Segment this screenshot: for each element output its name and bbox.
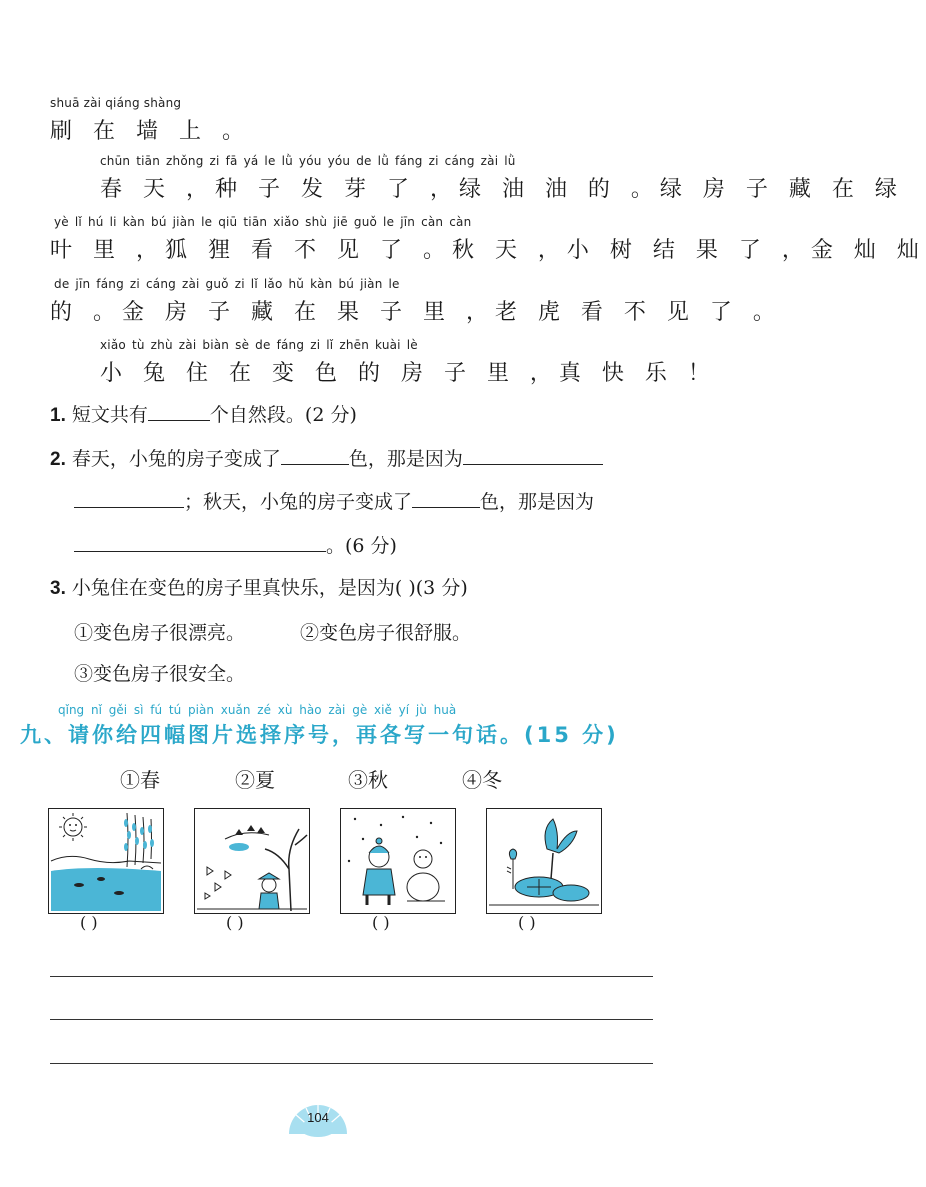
answer-paren-4[interactable]: ( ) [518, 913, 536, 932]
pinyin-line: de jīn fáng zi cáng zài guǒ zi lǐ lǎo hǔ kàn bú jiàn le [54, 277, 400, 291]
autumn-scene-image [194, 808, 310, 914]
winter-scene-image [340, 808, 456, 914]
question-text: 色，那是因为 [480, 491, 595, 513]
question-3 [50, 573, 468, 600]
answer-blank[interactable] [74, 489, 184, 508]
answer-paren-1[interactable]: ( ) [80, 913, 98, 932]
pinyin-line: xiǎo tù zhù zài biàn sè de fáng zi lǐ zhēn kuài lè [100, 338, 418, 352]
answer-paren-2[interactable]: ( ) [226, 913, 244, 932]
writing-line[interactable] [50, 1063, 653, 1064]
answer-blank[interactable] [463, 446, 603, 465]
question-text: 色，那是因为 [348, 448, 463, 470]
pinyin-line: yè lǐ hú li kàn bú jiàn le qiū tiān xiǎo shù jiē guǒ le jīn càn càn [54, 215, 472, 229]
question-text: 春天，小兔的房子变成了 [71, 448, 281, 470]
answer-blank[interactable] [148, 402, 210, 421]
question-2 [50, 444, 603, 471]
section-title: 九、请你给四幅图片选择序号，再各写一句话。(15 分) [20, 723, 619, 747]
answer-blank[interactable] [412, 489, 480, 508]
page-number: 104 [307, 1110, 329, 1125]
question-number: 1. [50, 405, 66, 426]
spring-scene-image [48, 808, 164, 914]
question-2-cont [74, 487, 594, 514]
question-number: 3. [50, 578, 66, 599]
question-text: 短文共有 [71, 404, 148, 426]
season-label-winter: ④冬 [462, 768, 502, 792]
pinyin-line: shuā zài qiáng shàng [50, 96, 182, 110]
question-2-end [74, 531, 397, 558]
answer-paren-3[interactable]: ( ) [372, 913, 390, 932]
section-pinyin: qǐng nǐ gěi sì fú tú piàn xuǎn zé xù hào zài gè xiě yí jù huà [58, 703, 457, 717]
question-1 [50, 400, 357, 427]
season-label-spring: ①春 [120, 768, 160, 792]
season-label-autumn: ③秋 [348, 768, 388, 792]
question-text: ；秋天，小兔的房子变成了 [184, 491, 413, 513]
season-label-summer: ②夏 [235, 768, 275, 792]
answer-blank[interactable] [74, 533, 326, 552]
passage-line: 刷 在 墙 上 。 [50, 119, 251, 144]
passage-line: 叶 里 ，狐 狸 看 不 见 了 。秋 天 ，小 树 结 果 了 ，金 灿 灿 [50, 238, 926, 263]
question-text: 小兔住在变色的房子里真快乐，是因为( )(3 分) [71, 577, 468, 599]
question-text: 。(6 分) [326, 535, 397, 557]
option-3[interactable]: ③变色房子很安全。 [74, 663, 246, 685]
passage-line: 小 兔 住 在 变 色 的 房 子 里 ，真 快 乐 ！ [100, 361, 717, 386]
summer-scene-image [486, 808, 602, 914]
answer-blank[interactable] [281, 446, 349, 465]
option-2[interactable]: ②变色房子很舒服。 [300, 622, 472, 644]
question-text: 个自然段。(2 分) [209, 404, 357, 426]
passage-line: 的 。金 房 子 藏 在 果 子 里 ，老 虎 看 不 见 了 。 [50, 300, 782, 325]
writing-line[interactable] [50, 976, 653, 977]
question-number: 2. [50, 449, 66, 470]
option-1[interactable]: ①变色房子很漂亮。 [74, 622, 246, 644]
pinyin-line: chūn tiān zhǒng zi fā yá le lǜ yóu yóu de lǜ fáng zi cáng zài lǜ [100, 154, 516, 168]
writing-line[interactable] [50, 1019, 653, 1020]
passage-line: 春 天 ，种 子 发 芽 了 ，绿 油 油 的 。绿 房 子 藏 在 绿 [100, 177, 904, 202]
